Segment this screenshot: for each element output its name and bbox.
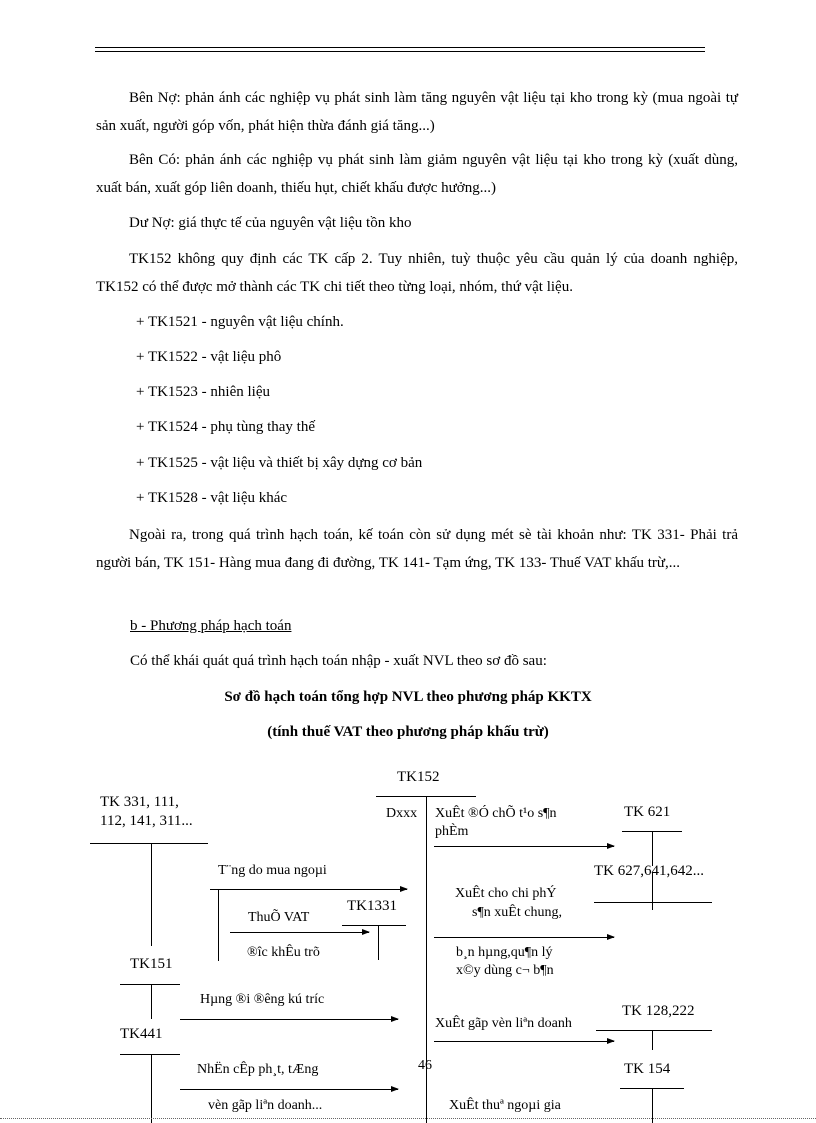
tk151-label: TK151 [130,956,173,972]
nhan-cap-label-2: vèn gãp liªn doanh... [208,1098,323,1113]
paragraph-ben-no: Bên Nợ: phản ánh các nghiệp vụ phát sinh làm tăng nguyên vật liệu tại kho trong kỳ (mua ngoài tự sản xuất, người góp vốn, phát hiện thừa đánh giá tăng...) [96,90,738,134]
tk621-label: TK 621 [624,804,671,820]
list-item: + TK1523 - nhiên liệu [136,384,270,400]
xuat-chi-phi-label-1: XuÊt cho chi phÝ [455,886,557,901]
ban-hang-label-2: x©y dùng c¬ b¶n [456,963,554,978]
xuat-thue-ngoai-label: XuÊt thuª ngoµi gia [449,1098,561,1113]
xuat-che-tao-arrow [434,846,614,847]
diagram-title: Sơ đồ hạch toán tổng hợp NVL theo phương pháp KKTX [224,689,592,705]
tk627-label: TK 627,641,642... [594,863,704,879]
list-item: + TK1524 - phụ tùng thay thế [136,419,315,435]
header-rule-bottom [95,51,705,52]
nhan-cap-arrow [180,1089,398,1090]
diagram-subtitle: (tính thuế VAT theo phương pháp khấu trừ) [267,724,549,740]
tk1331-top-line [342,925,406,926]
list-item: + TK1521 - nguyên vật liệu chính. [136,314,344,330]
tang-mua-ngoai-arrow [210,889,407,890]
paragraph-ngoai-ra: Ngoài ra, trong quá trình hạch toán, kế toán còn sử dụng mét sè tài khoản như: TK 331- Phải trả người bán, TK 151- Hàng mua đang đi đường, TK 141- Tạm ứng, TK 133- Thuế VAT khấu trừ,... [96,527,738,571]
list-item: + TK1528 - vật liệu khác [136,490,288,506]
page-bottom-edge [0,1118,816,1119]
tk441-label: TK441 [120,1026,163,1042]
hang-di-duong-arrow [180,1019,398,1020]
thue-vat-arrow [230,932,369,933]
hang-di-duong-label: Hµng ®i ®êng kú tríc [200,992,325,1007]
tk331-vertical [151,843,152,946]
xuat-che-tao-label-2: phÈm [435,824,469,839]
paragraph-co-the: Có thể khái quát quá trình hạch toán nhập - xuất NVL theo sơ đồ sau: [130,653,547,669]
tk128-vertical [652,1030,653,1050]
paragraph-tk152: TK152 không quy định các TK cấp 2. Tuy nhiên, tuỳ thuộc yêu cầu quản lý của doanh nghiệp, TK152 có thể được mở thành các TK chi tiết theo từng loại, nhóm, thứ vật liệu. [96,251,738,295]
tk331-label-line2: 112, 141, 311... [100,813,193,829]
tk152-label: TK152 [397,769,440,785]
duoc-khau-tru-label: ®îc khÊu trõ [247,945,320,960]
ban-hang-label-1: b¸n hµng,qu¶n lý [456,945,553,960]
tk627-top-line [594,902,712,903]
tk441-top-line [120,1054,180,1055]
tk621-vertical [652,831,653,866]
xuat-gop-von-arrow [434,1041,614,1042]
xuat-chi-phi-label-2: s¶n xuÊt chung, [472,905,562,920]
paragraph-du-no: Dư Nợ: giá thực tế của nguyên vật liệu tồn kho [129,215,412,231]
paragraph-ben-co: Bên Có: phản ánh các nghiệp vụ phát sinh làm giảm nguyên vật liệu tại kho trong kỳ (xuất dùng, xuất bán, xuất góp liên doanh, thiếu hụt, chiết khấu được hưởng...) [96,152,738,196]
section-heading: b - Phương pháp hạch toán [130,618,292,634]
header-rule-top [95,47,705,48]
page-number: 46 [418,1058,432,1073]
tk154-label: TK 154 [624,1061,671,1077]
tk151-top-line [120,984,180,985]
tk627-vertical [652,872,653,910]
nhan-cap-label-1: NhËn cÊp ph¸t, tÆng [197,1062,319,1077]
tk151-vertical [151,984,152,1019]
tk1331-vertical [378,925,379,960]
xuat-che-tao-label-1: XuÊt ®Ó chÕ t¹o s¶n [435,806,557,821]
tk1331-label: TK1331 [347,898,397,914]
tk128-label: TK 128,222 [622,1003,695,1019]
tang-mua-ngoai-label: T¨ng do mua ngoµi [218,863,327,878]
list-item: + TK1522 - vật liệu phô [136,349,282,365]
list-item: + TK1525 - vật liệu và thiết bị xây dựng cơ bản [136,455,423,471]
tk331-label-line1: TK 331, 111, [100,794,179,810]
tk152-dxxx: Dxxx [386,806,418,821]
xuat-chi-phi-arrow [434,937,614,938]
tk128-top-line [596,1030,712,1031]
xuat-gop-von-label: XuÊt gãp vèn liªn doanh [435,1016,572,1031]
tk331-top-line [90,843,208,844]
tang-mua-ngoai-vertical [218,889,219,961]
thue-vat-label: ThuÕ VAT [248,910,310,925]
tk441-vertical [151,1054,152,1123]
